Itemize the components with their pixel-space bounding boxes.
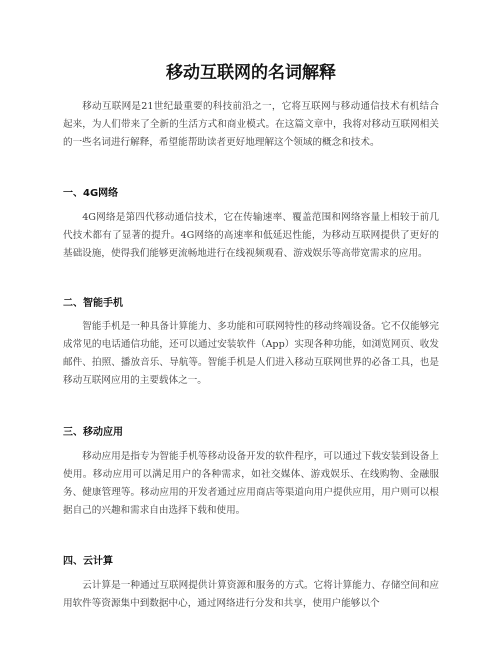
intro-paragraph: 移动互联网是21世纪最重要的科技前沿之一，它将互联网与移动通信技术有机结合起来，为人们带来了全新的生活方式和商业模式。在这篇文章中，我将对移动互联网相关的一些名词进行解释，希望能帮助读者更好地理解这个领域的概念和技术。 — [63, 101, 439, 148]
section-heading: 二、智能手机 — [63, 298, 123, 309]
intro-section — [63, 98, 439, 152]
page-title: 移动互联网的名词解释 — [166, 63, 336, 83]
section-smartphone — [63, 297, 439, 311]
section-mobile-apps-body — [63, 448, 439, 520]
section-smartphone-body — [63, 318, 439, 390]
section-4g-body — [63, 209, 439, 263]
section-paragraph: 4G网络是第四代移动通信技术，它在传输速率、覆盖范围和网络容量上相较于前几代技术都有了显著的提升。4G网络的高速率和低延迟性能，为移动互联网提供了更好的基础设施，使得我们能够更流畅地进行在线视频观看、游戏娱乐等高带宽需求的应用。 — [63, 212, 439, 259]
section-4g — [63, 187, 439, 201]
section-paragraph: 云计算是一种通过互联网提供计算资源和服务的方式。它将计算能力、存储空间和应用软件等资源集中到数据中心，通过网络进行分发和共享，使用户能够以个 — [63, 580, 439, 609]
section-heading: 四、云计算 — [63, 556, 113, 567]
section-paragraph: 移动应用是指专为智能手机等移动设备开发的软件程序，可以通过下载安装到设备上使用。移动应用可以满足用户的各种需求，如社交媒体、游戏娱乐、在线购物、金融服务、健康管理等。移动应用的开发者通过应用商店等渠道向用户提供应用，用户则可以根据自己的兴趣和需求自由选择下载和使用。 — [63, 451, 439, 516]
section-cloud-body — [63, 577, 439, 613]
section-cloud — [63, 555, 439, 569]
section-paragraph: 智能手机是一种具备计算能力、多功能和可联网特性的移动终端设备。它不仅能够完成常见的电话通信功能，还可以通过安装软件（App）实现各种功能，如浏览网页、收发邮件、拍照、播放音乐、导航等。智能手机是人们进入移动互联网世界的必备工具，也是移动互联网应用的主要载体之一。 — [63, 321, 439, 386]
section-heading: 三、移动应用 — [63, 427, 123, 438]
section-mobile-apps — [63, 426, 439, 440]
section-heading: 一、4G网络 — [63, 188, 119, 199]
